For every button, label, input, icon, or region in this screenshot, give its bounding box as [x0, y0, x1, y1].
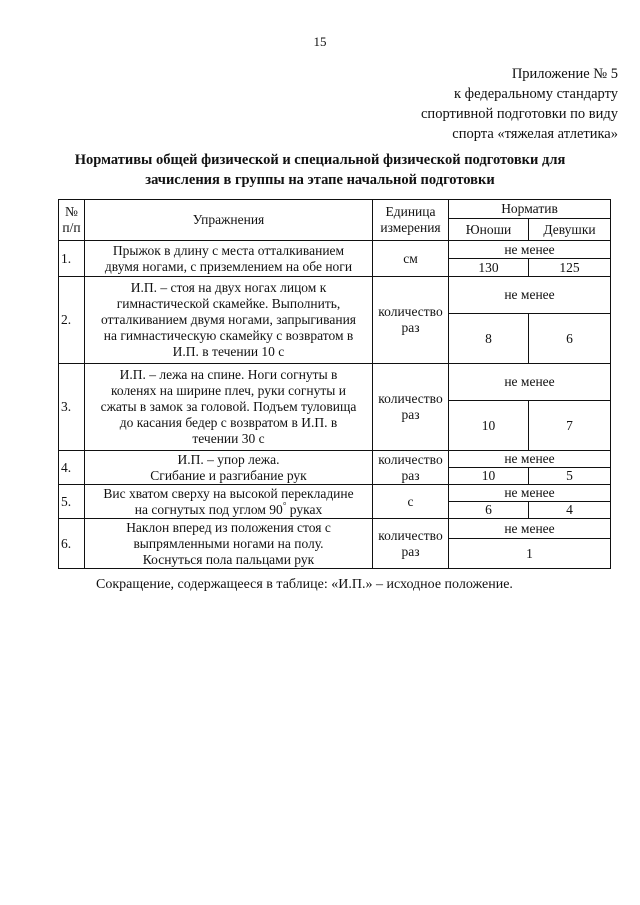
- girls-value: 7: [529, 401, 611, 451]
- exercise-cell: Наклон вперед из положения стоя с выпрямленными ногами на полу. Коснуться пола пальцами рук: [85, 519, 373, 569]
- girls-value: 4: [529, 502, 611, 519]
- both-value: 1: [449, 539, 611, 569]
- boys-value: 130: [449, 259, 529, 277]
- document-title: [40, 150, 600, 190]
- row-number: 3.: [59, 364, 85, 451]
- row-number: 1.: [59, 241, 85, 277]
- norm-condition: не менее: [449, 364, 611, 401]
- boys-value: 10: [449, 468, 529, 485]
- boys-value: 10: [449, 401, 529, 451]
- appendix-note: [421, 64, 618, 144]
- table-row: [59, 241, 611, 259]
- title-line: зачисления в группы на этапе начальной подготовки: [145, 172, 495, 188]
- boys-value: 6: [449, 502, 529, 519]
- unit-cell: количество раз: [373, 364, 449, 451]
- exercise-cell: Вис хватом сверху на высокой перекладине на согнутых под углом 90° руках: [85, 485, 373, 519]
- exercise-cell: И.П. – лежа на спине. Ноги согнуты в коленях на ширине плеч, руки согнуты и сжаты в замок за головой. Подъем туловища до касания бедер с возвратом в И.П. в течении 30 с: [85, 364, 373, 451]
- unit-cell: количество раз: [373, 519, 449, 569]
- row-number: 6.: [59, 519, 85, 569]
- exercise-cell: Прыжок в длину с места отталкиванием двумя ногами, с приземлением на обе ноги: [85, 241, 373, 277]
- exercise-cell: И.П. – упор лежа. Сгибание и разгибание рук: [85, 451, 373, 485]
- header-unit: Единица измерения: [373, 200, 449, 241]
- appendix-line: Приложение № 5: [511, 66, 618, 82]
- header-num: № п/п: [59, 200, 85, 241]
- row-number: 4.: [59, 451, 85, 485]
- girls-value: 5: [529, 468, 611, 485]
- boys-value: 8: [449, 314, 529, 364]
- header-norm: Норматив: [449, 200, 611, 219]
- row-number: 2.: [59, 277, 85, 364]
- header-girls: Девушки: [529, 219, 611, 241]
- norm-condition: не менее: [449, 451, 611, 468]
- girls-value: 6: [529, 314, 611, 364]
- header-boys: Юноши: [449, 219, 529, 241]
- table-row: [59, 451, 611, 468]
- norms-table: [58, 199, 611, 569]
- unit-cell: с: [373, 485, 449, 519]
- norm-condition: не менее: [449, 277, 611, 314]
- unit-cell: см: [373, 241, 449, 277]
- appendix-line: спортивной подготовки по виду: [421, 106, 618, 122]
- exercise-cell: И.П. – стоя на двух ногах лицом к гимнастической скамейке. Выполнить, отталкиванием двумя ногами, запрыгивания на гимнастическую скамейку с возвратом в И.П. в течении 10 с: [85, 277, 373, 364]
- title-line: Нормативы общей физической и специальной физической подготовки для: [74, 152, 566, 168]
- row-number: 5.: [59, 485, 85, 519]
- table-row: [59, 485, 611, 502]
- header-exercise: Упражнения: [85, 200, 373, 241]
- table-row: [59, 277, 611, 314]
- table-row: [59, 519, 611, 539]
- norm-condition: не менее: [449, 519, 611, 539]
- appendix-line: к федеральному стандарту: [454, 86, 618, 102]
- unit-cell: количество раз: [373, 277, 449, 364]
- girls-value: 125: [529, 259, 611, 277]
- appendix-line: спорта «тяжелая атлетика»: [452, 126, 618, 142]
- page-number: 15: [313, 34, 327, 49]
- norm-condition: не менее: [449, 485, 611, 502]
- footnote: Сокращение, содержащееся в таблице: «И.П.» – исходное положение.: [96, 577, 513, 592]
- table-row: [59, 364, 611, 401]
- norm-condition: не менее: [449, 241, 611, 259]
- unit-cell: количество раз: [373, 451, 449, 485]
